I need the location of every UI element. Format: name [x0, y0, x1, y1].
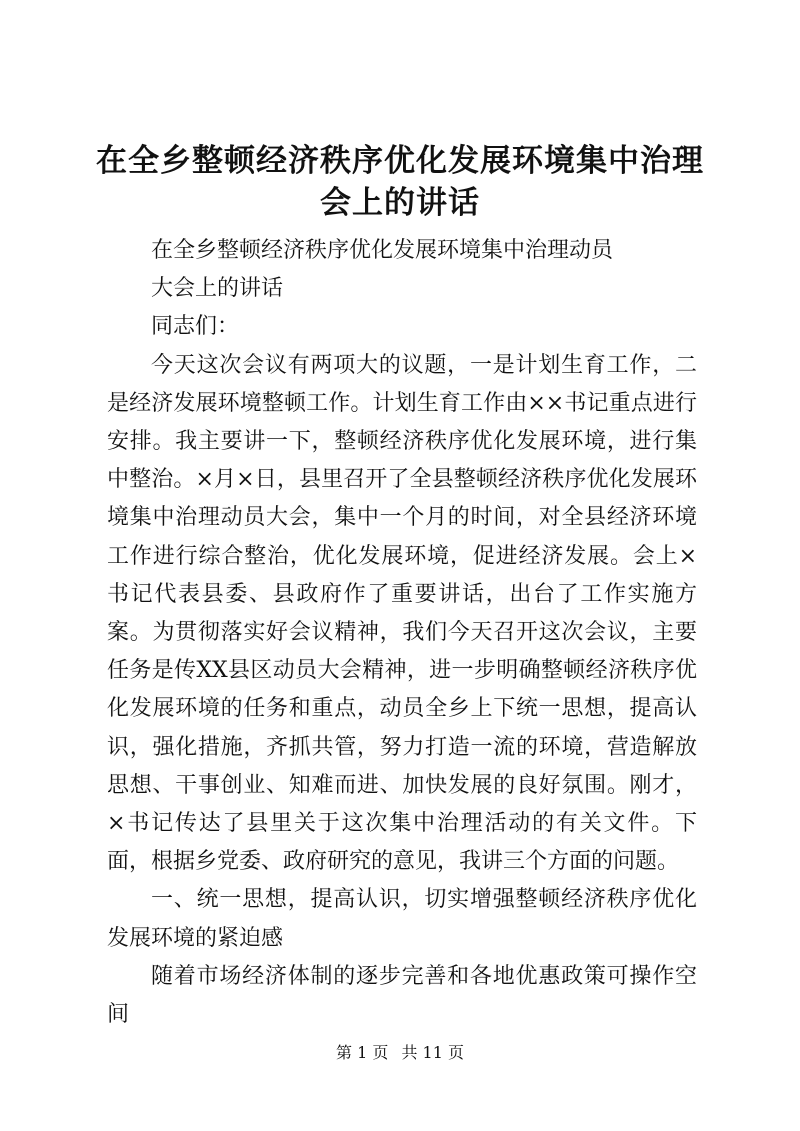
subtitle-line-1: 在全乡整顿经济秩序优化发展环境集中治理动员 — [151, 238, 614, 263]
body-paragraph-intro: 今天这次会议有两项大的议题，一是计划生育工作，二是经济发展环境整顿工作。计划生育工作由××书记重点进行安排。我主要讲一下，整顿经济秩序优化发展环境，进行集中整治。×月×日，县里召开了全县整顿经济秩序优化发展环境集中治理动员大会，集中一个月的时间，对全县经济环境工作进行综合整治，优化发展环境，促进经济发展。会上×书记代表县委、县政府作了重要讲话，出台了工作实施方案。为贯彻落实好会议精神，我们今天召开这次会议，主要任务是传XX县区动员大会精神，进一步明确整顿经济秩序优化发展环境的任务和重点，动员全乡上下统一思想，提高认识，强化措施，齐抓共管，努力打造一流的环境，营造解放思想、干事创业、知难而进、加快发展的良好氛围。刚才，×书记传达了县里关于这次集中治理活动的有关文件。下面，根据乡党委、政府研究的意见，我讲三个方面的问题。 — [107, 352, 697, 875]
body-paragraph-section-1: 随着市场经济体制的逐步完善和各地优惠政策可操作空间 — [107, 963, 697, 1028]
salutation: 同志们： — [151, 314, 240, 340]
page-footer — [0, 1043, 800, 1063]
subtitle-line-2: 大会上的讲话 — [151, 276, 284, 302]
document-body — [107, 232, 697, 1034]
document-title: 在全乡整顿经济秩序优化发展环境集中治理会上的讲话 — [96, 143, 704, 221]
section-heading-1: 一、统一思想，提高认识，切实增强整顿经济秩序优化发展环境的紧迫感 — [107, 887, 697, 951]
page-total: 共 11 页 — [401, 1043, 464, 1062]
page-number: 第 1 页 — [336, 1043, 389, 1062]
